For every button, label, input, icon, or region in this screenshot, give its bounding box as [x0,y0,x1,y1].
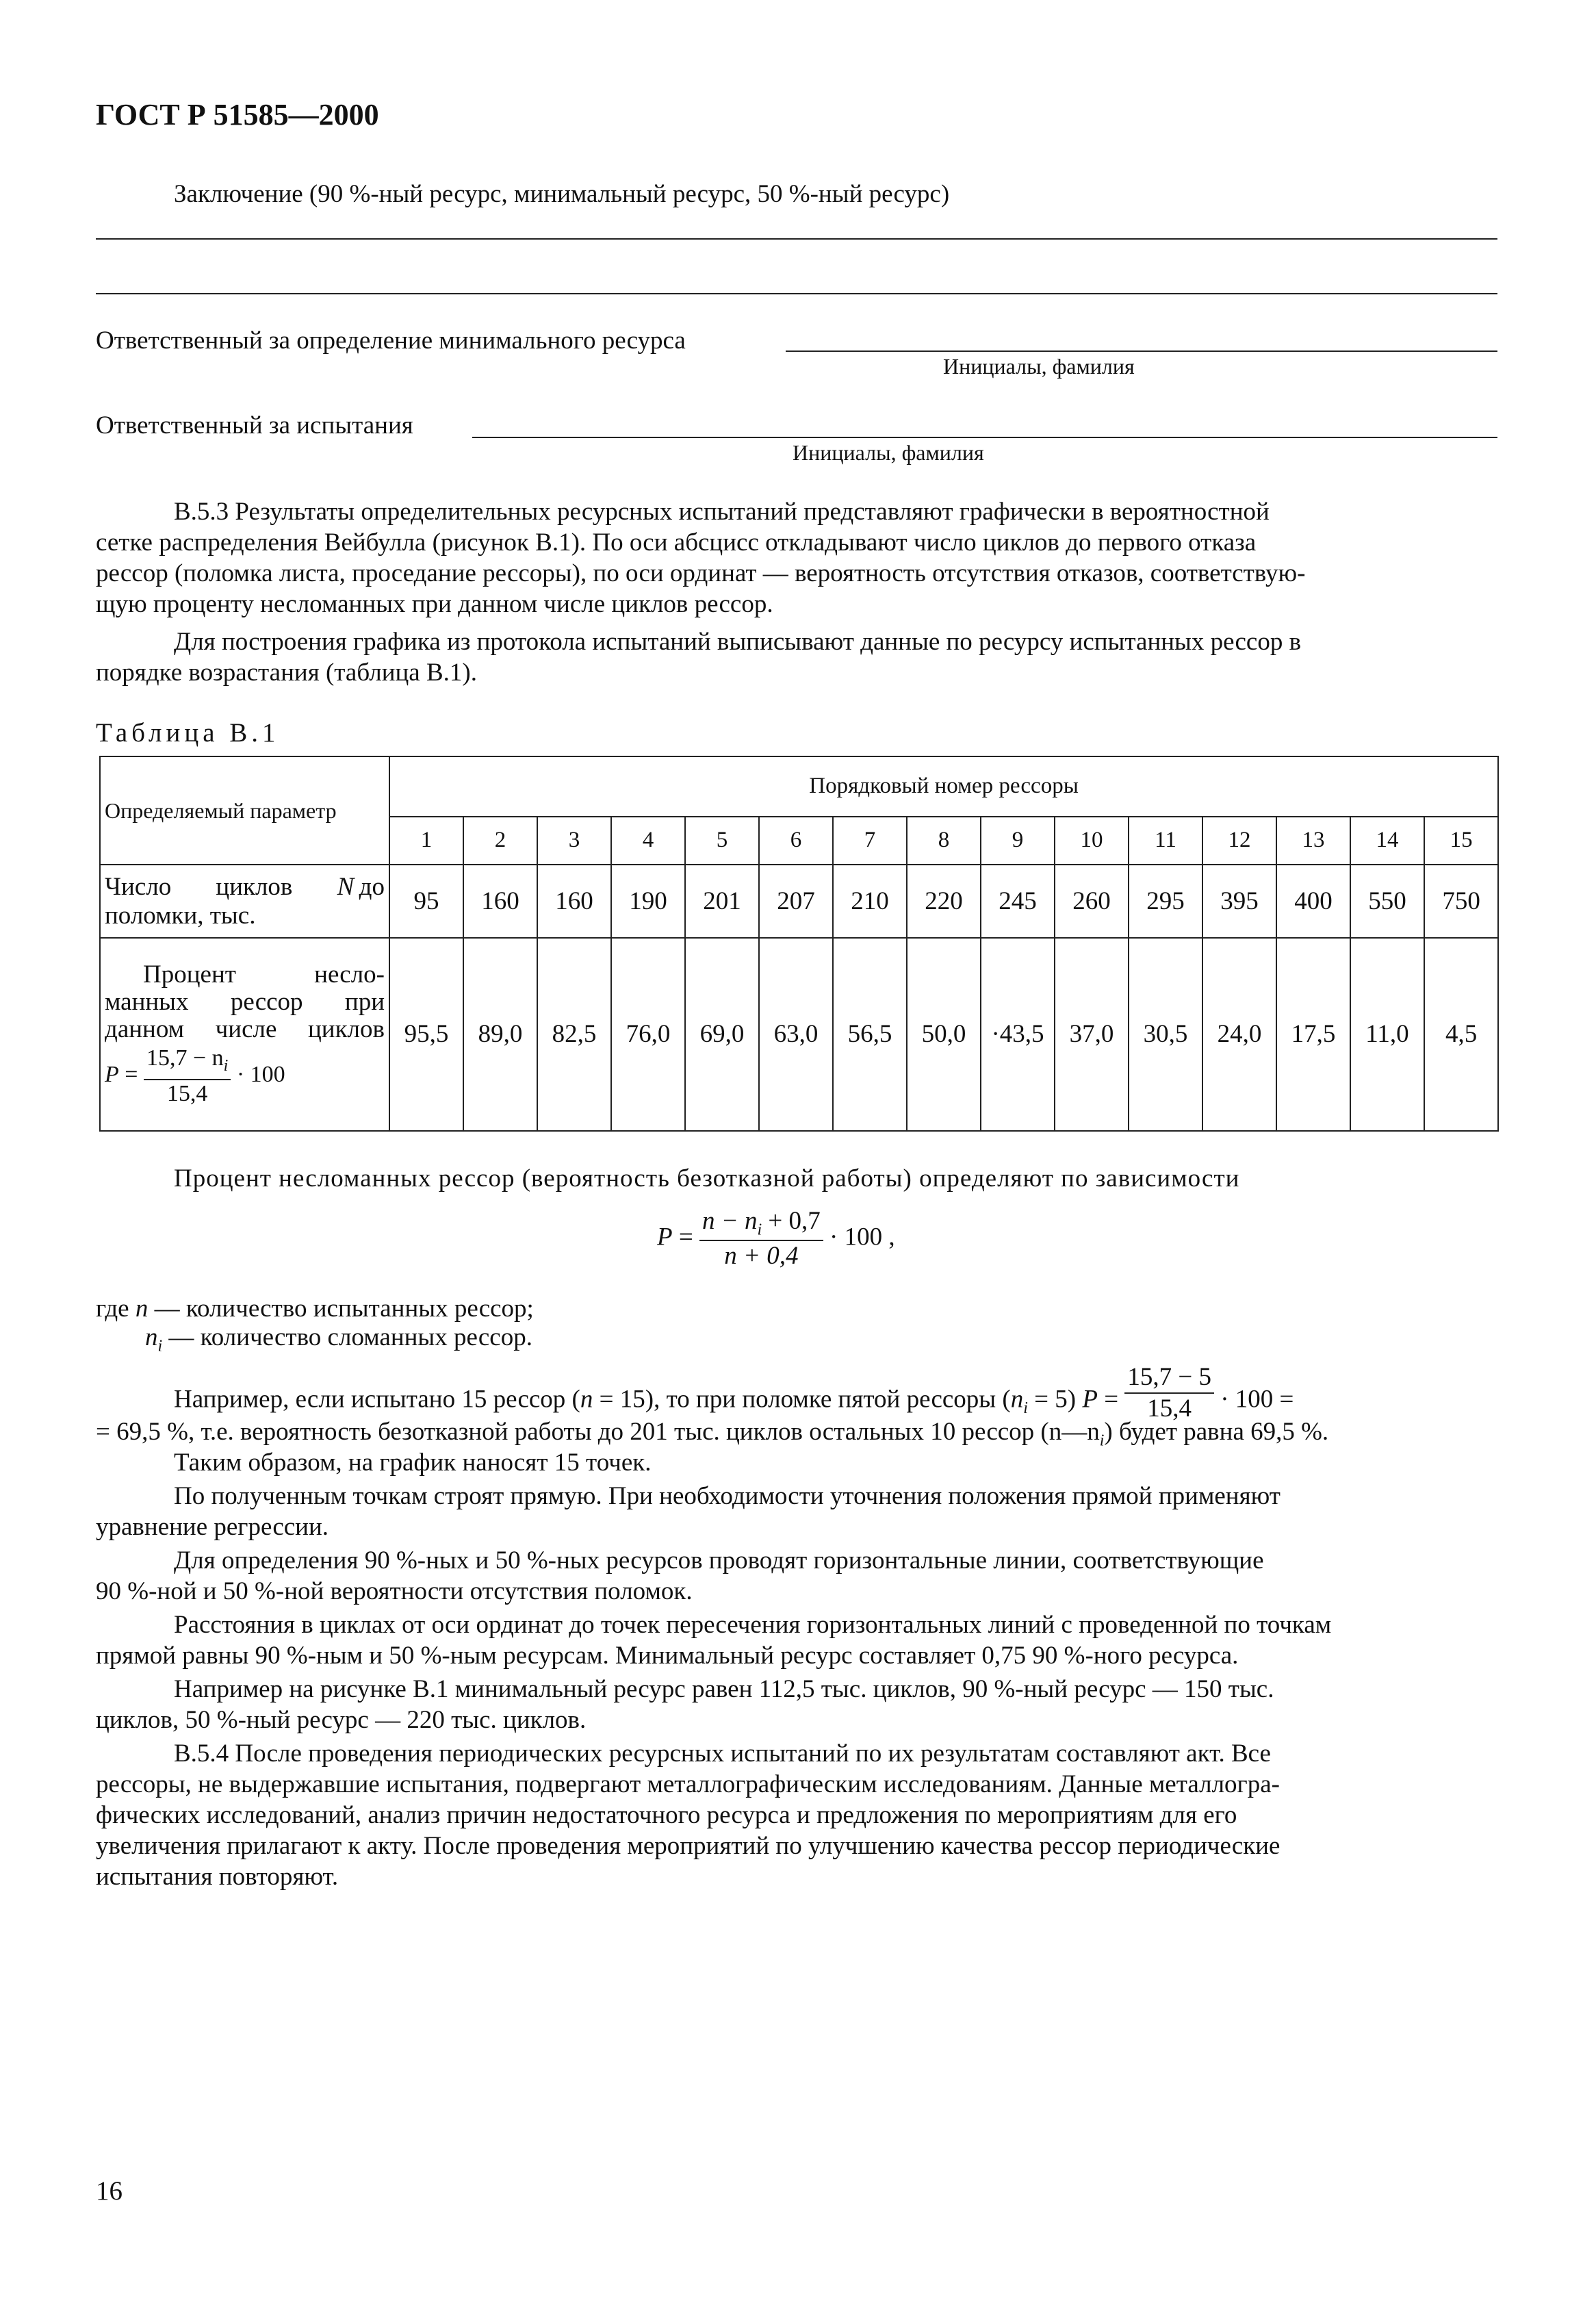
percent-cell: 63,0 [759,938,833,1131]
example-b: = 15), то при поломке пятой рессоры ( [593,1385,1011,1414]
b53-line-4: щую проценту несломанных при данном числе циклов рессор. [96,590,773,618]
number-cell: 11 [1129,817,1202,865]
percent-label-line-2: манных рессор при [105,987,385,1016]
table-title: Таблица В.1 [96,718,280,748]
number-cell: 1 [389,817,463,865]
document-header: ГОСТ Р 51585—2000 [96,98,379,131]
percent-cell: 17,5 [1276,938,1350,1131]
number-cell: 13 [1276,817,1350,865]
main-formula-tail: · 100 , [829,1223,895,1251]
body-line: В.5.4 После проведения периодических ресурсных испытаний по их результатам составляют акт. Все [174,1739,1271,1768]
percent-cell: 89,0 [463,938,537,1131]
number-cell: 12 [1202,817,1276,865]
cycles-cell: 550 [1350,865,1424,938]
example-p: P [1082,1385,1098,1414]
example-n: n [580,1385,593,1414]
main-formula-num: n − n [702,1207,758,1235]
percent-formula [105,1045,385,1108]
main-formula-fraction [699,1206,823,1272]
body-line: уравнение регрессии. [96,1513,329,1541]
number-cell: 14 [1350,817,1424,865]
cycles-cell: 160 [537,865,611,938]
example-line2-tail: ) будет равна 69,5 %. [1104,1418,1329,1446]
formula-mult: · 100 [236,1061,285,1087]
main-formula-denominator: n + 0,4 [724,1242,799,1271]
cycles-label-a: Число циклов [105,872,293,901]
where-line-1 [96,1294,534,1324]
formula-fraction [144,1045,231,1108]
where-2sub: i [157,1337,163,1355]
where-line-2 [145,1323,532,1356]
number-cell: 9 [981,817,1055,865]
example-line-1 [174,1362,1293,1425]
percent-cell: 95,5 [389,938,463,1131]
main-formula-eq: = [678,1223,693,1251]
example-c: = 5) [1027,1385,1083,1414]
cycles-cell: 160 [463,865,537,938]
percent-row-label [100,938,389,1131]
cycles-cell: 750 [1424,865,1498,938]
cycles-cell: 400 [1276,865,1350,938]
body-line: фических исследований, анализ причин недостаточного ресурса и предложения по мероприятиям для его [96,1801,1237,1829]
percent-cell: 30,5 [1129,938,1202,1131]
cycles-cell: 245 [981,865,1055,938]
body-line: Для определения 90 %-ных и 50 %-ных ресурсов проводят горизонтальные линии, соответствующие [174,1546,1264,1575]
number-cell: 7 [833,817,907,865]
resp-min-signature-line [786,350,1497,352]
number-cell: 10 [1055,817,1129,865]
example-fraction [1124,1362,1214,1425]
resp-min-caption: Инициалы, фамилия [943,354,1135,379]
percent-intro: Процент несломанных рессор (вероятность безотказной работы) определяют по зависимости [174,1164,1240,1193]
percent-cell: 82,5 [537,938,611,1131]
percent-cell: 37,0 [1055,938,1129,1131]
conclusion-line-2 [96,293,1497,294]
percent-label-line-3: данном числе циклов [105,1015,385,1043]
group-header: Порядковый номер рессоры [389,756,1498,817]
cycles-label-n: N [337,872,355,901]
percent-row [100,938,1498,1131]
percent-cell: 69,0 [685,938,759,1131]
resp-test-signature-line [472,437,1497,438]
percent-label-line-1: Процент несло- [143,960,385,989]
example-line2-sub: i [1099,1431,1105,1450]
example-eq: = [1097,1385,1125,1414]
conclusion-label: Заключение (90 %-ный ресурс, минимальный ресурс, 50 %-ный ресурс) [174,180,950,208]
percent-cell: 24,0 [1202,938,1276,1131]
body-line: Расстояния в циклах от оси ординат до точек пересечения горизонтальных линий с проведенной по точкам [174,1611,1332,1639]
where-2b: — количество сломанных рессор. [162,1323,532,1351]
cycles-cell: 395 [1202,865,1276,938]
body-line: испытания повторяют. [96,1863,339,1891]
cycles-cell: 190 [611,865,685,938]
main-formula-numerator [699,1206,823,1241]
example-line2-text: = 69,5 %, т.е. вероятность безотказной работы до 201 тыс. циклов остальных 10 рессор (n—n [96,1418,1100,1446]
percent-cell: 50,0 [907,938,981,1131]
body-line: прямой равны 90 %-ным и 50 %-ным ресурсам. Минимальный ресурс составляет 0,75 90 %-ного ресурса. [96,1642,1239,1670]
main-formula-num-tail: + 0,7 [762,1207,821,1235]
example-a: Например, если испытано 15 рессор ( [174,1385,580,1414]
number-cell: 6 [759,817,833,865]
number-cell: 2 [463,817,537,865]
page-number: 16 [96,2176,123,2206]
main-formula-num-sub: i [757,1221,762,1239]
data-table [99,756,1499,1132]
conclusion-line-1 [96,238,1497,240]
number-cell: 3 [537,817,611,865]
body-line: увеличения прилагают к акту. После проведения мероприятий по улучшению качества рессор периодические [96,1832,1280,1860]
cycles-label-c: поломки, тыс. [105,901,256,930]
percent-cell: 11,0 [1350,938,1424,1131]
example-ni: n [1010,1385,1024,1414]
cycles-label-b: до [359,872,385,901]
example-num: 15,7 − 5 [1124,1362,1214,1394]
percent-cell: ·43,5 [981,938,1055,1131]
resp-min-label: Ответственный за определение минимального ресурса [96,327,686,355]
cycles-cell: 220 [907,865,981,938]
body-line: Например на рисунке В.1 минимальный ресурс равен 112,5 тыс. циклов, 90 %-ный ресурс — 150 тыс. [174,1675,1274,1703]
param-header: Определяемый параметр [100,756,389,865]
where-1n: n [135,1295,149,1323]
b53-line-1: В.5.3 Результаты определительных ресурсных испытаний представляют графически в вероятностной [174,498,1270,526]
cycles-row [100,865,1498,938]
percent-cell: 56,5 [833,938,907,1131]
formula-num-sub: i [223,1056,229,1075]
formula-eq: = [125,1061,138,1087]
resp-test-caption: Инициалы, фамилия [793,440,984,465]
number-cell: 4 [611,817,685,865]
example-line-2 [96,1417,1328,1451]
body-line: 90 %-ной и 50 %-ной вероятности отсутствия поломок. [96,1577,693,1605]
example-den: 15,4 [1147,1394,1192,1423]
formula-numerator [144,1045,231,1081]
resp-test-label: Ответственный за испытания [96,411,413,439]
cycles-row-label [100,865,389,938]
body-line: По полученным точкам строят прямую. При необходимости уточнения положения прямой применяют [174,1482,1280,1510]
cycles-cell: 95 [389,865,463,938]
b53-line-3: рессор (поломка листа, проседание рессоры), по оси ординат — вероятность отсутствия отказов, соответствую- [96,559,1306,587]
formula-num-text: 15,7 − n [146,1045,224,1071]
percent-cell: 4,5 [1424,938,1498,1131]
body-line: циклов, 50 %-ный ресурс — 220 тыс. циклов. [96,1706,587,1734]
example-tail: · 100 = [1213,1385,1294,1414]
main-formula [657,1206,895,1272]
where-1a: где [96,1295,136,1323]
number-cell: 15 [1424,817,1498,865]
example-sub: i [1023,1399,1028,1417]
build-line-2: порядке возрастания (таблица В.1). [96,659,477,687]
body-line: Таким образом, на график наносят 15 точек. [174,1449,652,1477]
cycles-cell: 210 [833,865,907,938]
build-line-1: Для построения графика из протокола испытаний выписывают данные по ресурсу испытанных рессор в [174,628,1302,656]
cycles-cell: 201 [685,865,759,938]
b53-line-2: сетке распределения Вейбулла (рисунок В.1). По оси абсцисс откладывают число циклов до первого отказа [96,528,1257,557]
cycles-cell: 295 [1129,865,1202,938]
number-cell: 5 [685,817,759,865]
body-line: рессоры, не выдержавшие испытания, подвергают металлографическим исследованиям. Данные металлогра- [96,1770,1280,1798]
formula-denominator: 15,4 [166,1081,208,1107]
percent-cell: 76,0 [611,938,685,1131]
where-1b: — количество испытанных рессор; [148,1295,534,1323]
formula-p: P [105,1061,119,1087]
number-cell: 8 [907,817,981,865]
cycles-cell: 207 [759,865,833,938]
main-formula-p: P [657,1223,673,1251]
cycles-cell: 260 [1055,865,1129,938]
where-2n: n [145,1323,158,1351]
